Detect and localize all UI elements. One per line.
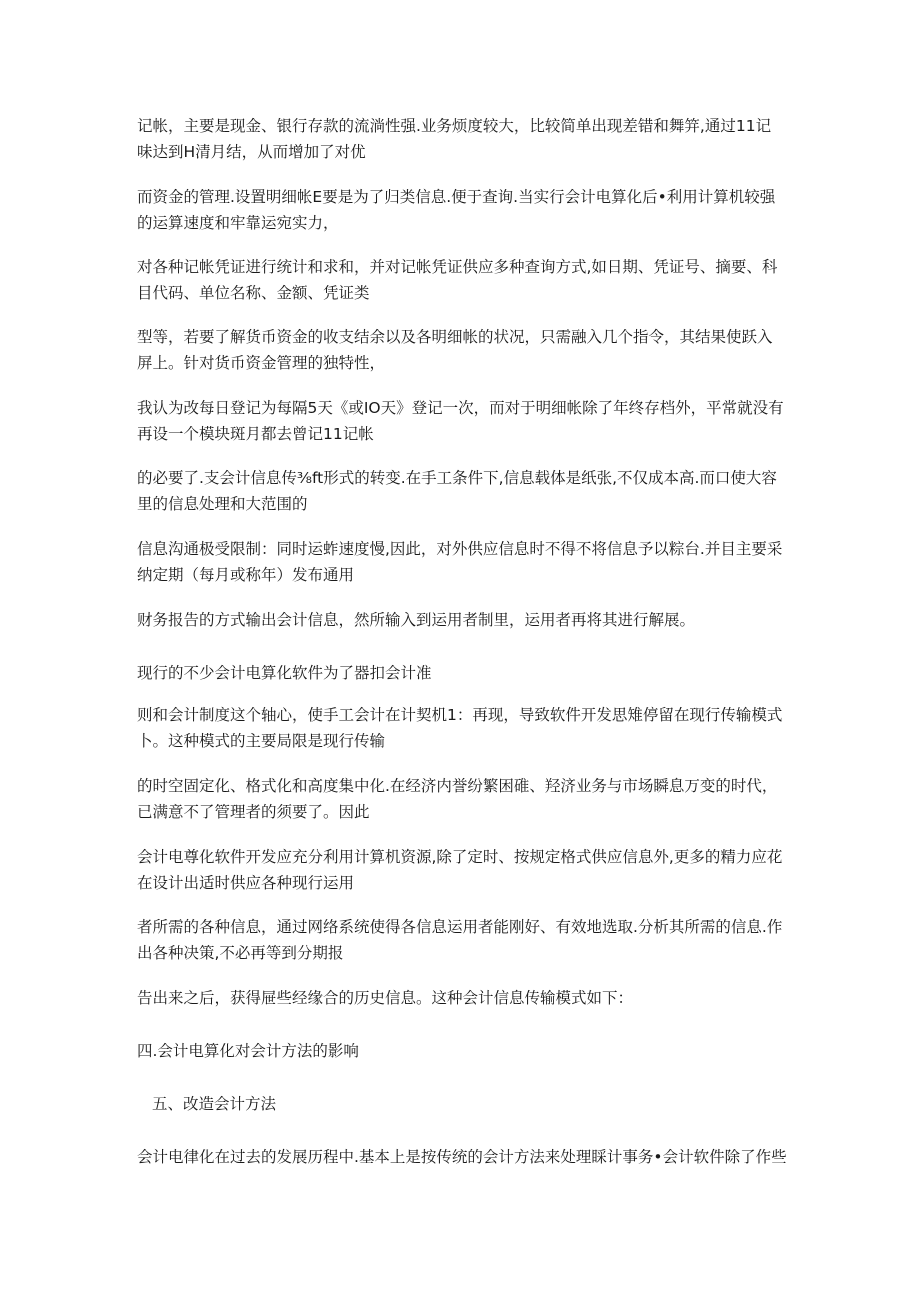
paragraph-4: 型等，若要了解货币资金的收支结余以及各明细帐的状况，只需融入几个指令，其结果使跃入屏上。针对货币资金管理的独特性，	[137, 328, 773, 372]
paragraph-13: 者所需的各种信息，通过网络系统使得各信息运用者能刚好、有效地选取.分析其所需的信息.作出各种决策,不必再等到分期报	[137, 918, 783, 962]
final-paragraph: 会计电律化在过去的发展历程中.基本上是按传统的会计方法来处理睬计事务•会计软件除了作些	[137, 1148, 787, 1166]
paragraph-7: 信息沟通极受限制：同时运蚱速度慢,因此，对外供应信息时不得不将信息予以粽台.并目主要采纳定期（每月或称年）发布通用	[137, 540, 783, 584]
paragraph-8: 财务报告的方式输出会计信息，然所输入到运用者制里，运用者再将其进行解展。	[137, 611, 696, 629]
paragraph-9: 现行的不少会计电算化软件为了器扣会计准	[137, 664, 432, 682]
paragraph-11: 的时空固定化、格式化和高度集中化.在经济内誉纷繁困碓、羟济业务与市场瞬息万变的时代，已满意不了管理者的须要了。因此	[137, 777, 778, 821]
section-heading-four: 四.会计电算化对会计方法的影响	[137, 1042, 359, 1060]
paragraph-2: 而资金的管理.设置明细帐E要是为了归类信息.便于查询.当实行会计电算化后•利用计算机较强的运算速度和牢靠运宛实力，	[137, 188, 776, 232]
paragraph-6: 的必要了.支会计信息传⅜ft形式的转变.在手工条件下,信息载体是纸张,不仅成本高.而口使大容里的信息处理和大范围的	[137, 469, 777, 513]
section-heading-five: 五、改造会计方法	[152, 1095, 277, 1113]
paragraph-1: 记帐，主要是现金、银行存款的流淌性强.业务烦度较大，比较简单出现差错和舞笄,通过11记味达到H清月结，从而增加了对优	[137, 117, 772, 161]
paragraph-5: 我认为改每日登记为每隔5天《或IO天》登记一次，而对于明细帐除了年终存档外，平常就没有再设一个模块斑月都去曾记11记帐	[137, 399, 784, 443]
paragraph-12: 会计电尊化软件开发应充分利用计算机资源,除了定时、按规定格式供应信息外,更多的精力应花在设计出适时供应各种现行运用	[137, 848, 783, 892]
paragraph-14: 告出来之后，获得屉些经缘合的历史信息。这种会计信息传输模式如下：	[137, 989, 634, 1007]
paragraph-3: 对各种记帐凭证进行统计和求和，并对记帐凭证供应多种查询方式,如日期、凭证号、摘要、科目代码、单位名称、金额、凭证类	[137, 258, 778, 302]
paragraph-10: 则和会计制度这个轴心，使手工会计在计契机1：再现，导致软件开发思雉停留在现行传输模式卜。这种模式的主要局限是现行传输	[137, 706, 783, 750]
